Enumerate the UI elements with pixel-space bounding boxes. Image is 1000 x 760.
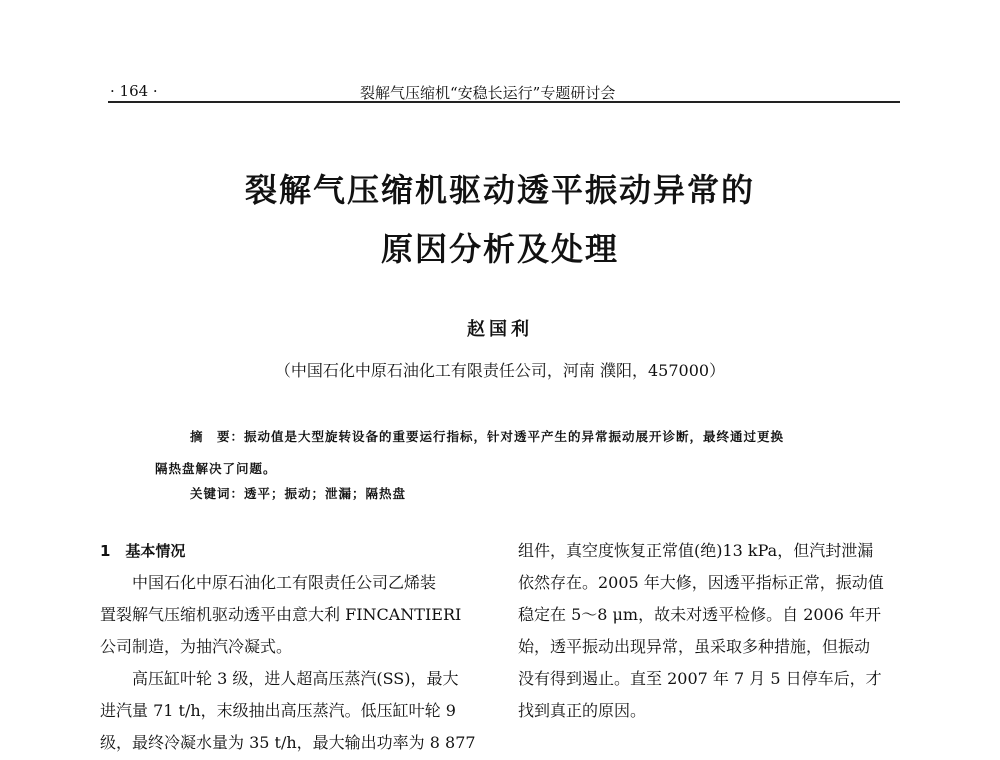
paragraph-1: [100, 567, 490, 663]
keywords: [190, 484, 690, 502]
abstract-line-2: 隔热盘解决了问题。: [155, 461, 277, 476]
paper-title-line-2: 原因分析及处理: [380, 230, 619, 268]
abstract-label: 摘 要：: [190, 429, 245, 444]
author-name: 赵国利: [467, 319, 533, 340]
right-line-2: 依然存在。2005 年大修，因透平指标正常，振动值: [518, 573, 884, 592]
right-line-3: 稳定在 5～8 μm，故未对透平检修。自 2006 年开: [518, 605, 881, 624]
abstract-line-1: [155, 421, 845, 453]
paper-title-line-1: 裂解气压缩机驱动透平振动异常的: [244, 171, 755, 209]
right-line-4: 始，透平振动出现异常，虽采取多种措施，但振动: [518, 637, 871, 656]
p1-line-2: 置裂解气压缩机驱动透平由意大利 FINCANTIERI: [100, 605, 462, 624]
abstract: [155, 421, 845, 485]
p2-line-1: 高压缸叶轮 3 级，进人超高压蒸汽(SS)，最大: [132, 669, 459, 688]
paragraph-2: [100, 663, 490, 759]
keywords-label: 关键词：: [190, 486, 245, 501]
right-column: [518, 535, 903, 727]
page-header: [110, 82, 900, 112]
right-line-6: 找到真正的原因。: [518, 701, 647, 720]
section-heading: 1 基本情况: [100, 542, 186, 560]
keywords-text: 透平；振动；泄漏；隔热盘: [244, 486, 407, 501]
left-column: [100, 535, 490, 759]
p1-line-1: 中国石化中原石油化工有限责任公司乙烯装: [132, 573, 437, 592]
p1-line-3: 公司制造，为抽汽冷凝式。: [100, 637, 293, 656]
p2-line-3: 级，最终冷凝水量为 35 t/h，最大输出功率为 8 877: [100, 733, 476, 752]
right-line-5: 没有得到遏止。直至 2007 年 7 月 5 日停车后，才: [518, 669, 882, 688]
abstract-text-1: 振动值是大型旋转设备的重要运行指标，针对透平产生的异常振动展开诊断，最终通过更换: [244, 429, 785, 444]
p2-line-2: 进汽量 71 t/h，末级抽出高压蒸汽。低压缸叶轮 9: [100, 701, 456, 720]
author-affiliation: （中国石化中原石油化工有限责任公司，河南 濮阳，457000）: [274, 361, 726, 380]
page-number: · 164 ·: [110, 82, 158, 100]
right-line-1: 组件，真空度恢复正常值(绝)13 kPa，但汽封泄漏: [518, 541, 874, 560]
running-title: 裂解气压缩机“安稳长运行”专题研讨会: [360, 84, 616, 102]
header-divider: [108, 101, 900, 103]
